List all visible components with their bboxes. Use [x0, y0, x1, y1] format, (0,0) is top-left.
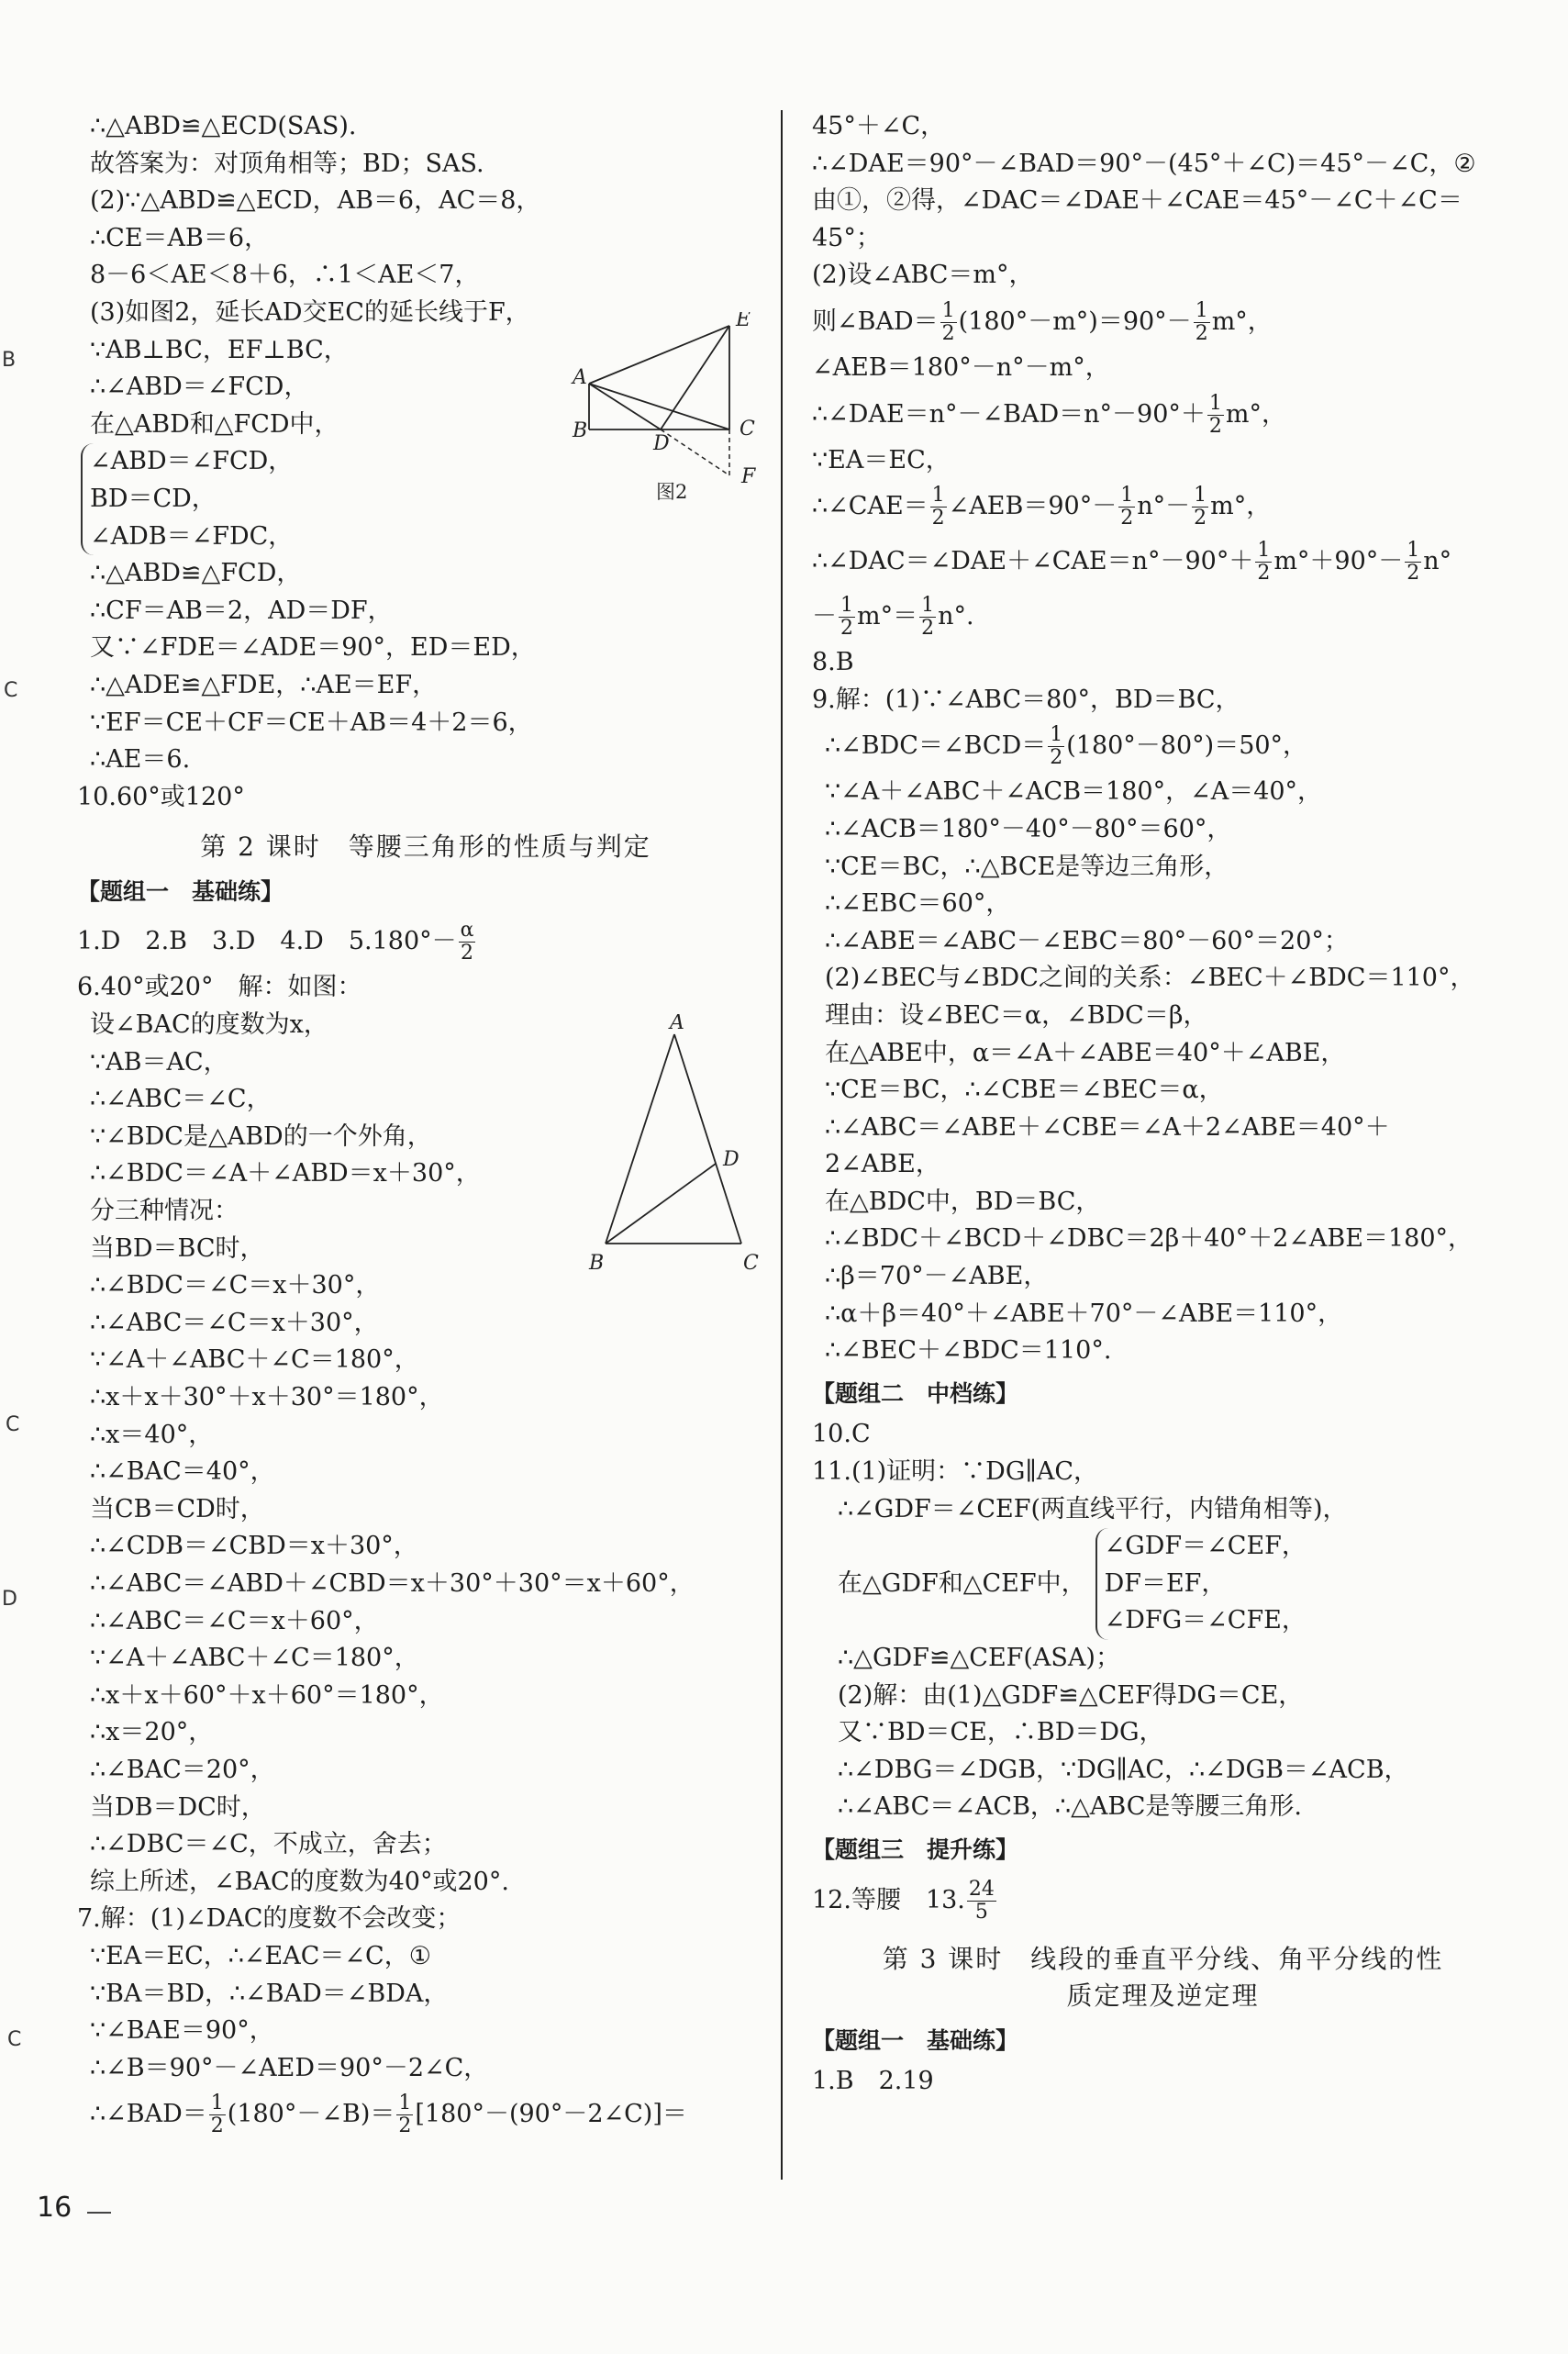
- fig2-edge: [589, 384, 661, 430]
- text-line: 7.解：(1)∠DAC的度数不会改变；: [77, 1904, 462, 1934]
- text-line: ∴CE＝AB＝6，: [90, 223, 270, 252]
- formula-text: n°: [1423, 547, 1452, 576]
- numerator: 1: [840, 594, 853, 618]
- fraction: [1207, 393, 1224, 438]
- text-line: 分三种情况：: [90, 1197, 239, 1226]
- fig2-edge: [589, 326, 729, 384]
- denominator: 2: [921, 617, 935, 641]
- text-line: ∴∠ABE＝∠ABC－∠EBC＝80°－60°＝20°；: [825, 926, 1349, 955]
- text-line: ∴∠BAC＝20°，: [90, 1755, 275, 1784]
- system-line: ∠DFG＝∠CFE，: [1104, 1606, 1307, 1635]
- denominator: 2: [1407, 562, 1420, 586]
- text-line: 6.40°或20° 解：如图：: [77, 973, 362, 1002]
- fraction: [1255, 540, 1272, 585]
- fraction: [1405, 540, 1421, 585]
- formula-line: [812, 534, 1514, 589]
- formula-text: ∴∠DAE＝n°－∠BAD＝n°－90°＋: [812, 399, 1206, 429]
- formula-text: [180°－(90°－2∠C)]＝: [415, 2100, 687, 2129]
- fig2-dashed: [661, 430, 729, 475]
- numerator: 1: [1050, 723, 1063, 747]
- text-line: 故答案为：对顶角相等；BD；SAS.: [90, 149, 484, 178]
- text-line: 45°＋∠C，: [812, 112, 946, 140]
- formula-text: ∴∠DAC＝∠DAE＋∠CAE＝n°－90°＋: [812, 547, 1254, 576]
- text-line: ∴CF＝AB＝2，AD＝DF，: [90, 596, 393, 625]
- fraction: [1194, 300, 1210, 345]
- formula-line: [812, 387, 1514, 442]
- text-line: ∴∠ACB＝180°－40°－80°＝60°，: [825, 814, 1232, 843]
- numerator: 1: [1194, 484, 1207, 508]
- answer-text: 1.D 2.B 3.D 4.D 5.180°－: [77, 927, 457, 956]
- denominator: 2: [1050, 746, 1063, 770]
- fraction: [1048, 724, 1064, 769]
- answer-text: 12.等腰 13.: [812, 1885, 965, 1914]
- numerator: 1: [1257, 539, 1271, 563]
- text-line: ∴∠GDF＝∠CEF(两直线平行，内错角相等)，: [838, 1494, 1348, 1523]
- text-line: ∴∠EBC＝60°，: [825, 889, 1011, 919]
- text-line: ∵CE＝BC，∴△BCE是等边三角形，: [825, 852, 1229, 881]
- text-line: ∵∠BAE＝90°，: [90, 2016, 274, 2046]
- text-line: (2)∠BEC与∠BDC之间的关系：∠BEC＋∠BDC＝110°，: [825, 964, 1475, 993]
- formula-text: n°.: [938, 602, 974, 631]
- fraction: [209, 2092, 226, 2137]
- text-line: 由①，②得，∠DAC＝∠DAE＋∠CAE＝45°－∠C＋∠C＝: [812, 186, 1462, 216]
- text-line: ∵AB⊥BC，EF⊥BC，: [90, 335, 349, 364]
- fraction: [839, 595, 855, 640]
- page-number-dash: [87, 2212, 111, 2214]
- q6-label-b: B: [589, 1252, 605, 1275]
- text-line: ∴x＝20°，: [90, 1718, 214, 1747]
- text-line: 综上所述，∠BAC的度数为40°或20°.: [90, 1867, 509, 1896]
- fig2-edge: [661, 326, 729, 430]
- fraction: [1192, 485, 1208, 530]
- text-line: 当CB＝CD时，: [90, 1494, 265, 1523]
- system-line: ∠ABD＝∠FCD，: [90, 447, 294, 476]
- text-line: ∵∠A＋∠ABC＋∠ACB＝180°，∠A＝40°，: [825, 777, 1323, 807]
- text-line: ∴∠DBG＝∠DGB，∵DG∥AC，∴∠DGB＝∠ACB，: [838, 1755, 1409, 1784]
- page-number: 16: [37, 2192, 72, 2224]
- text-line: ∴△ABD≌△ECD(SAS).: [90, 112, 357, 140]
- fraction: [459, 920, 476, 965]
- denominator: 2: [941, 321, 955, 345]
- formula-text: m°，: [1210, 492, 1272, 521]
- q6-label-c: C: [743, 1252, 759, 1275]
- fraction: [1118, 485, 1135, 530]
- system-line: ∠ADB＝∠FDC，: [90, 521, 294, 551]
- text-line: ∴x＋x＋60°＋x＋60°＝180°，: [90, 1680, 444, 1710]
- formula-text: m°，: [1225, 399, 1287, 429]
- text-line: ∴∠DBC＝∠C，不成立，舍去；: [90, 1830, 447, 1859]
- group-heading: 【题组一 基础练】: [77, 877, 284, 905]
- numerator: 1: [931, 484, 945, 508]
- section-title: 第 2 课时 等腰三角形的性质与判定: [200, 831, 651, 863]
- section-title: 第 3 课时 线段的垂直平分线、角平分线的性: [882, 1943, 1444, 1974]
- text-line: ∴x＋x＋30°＋x＋30°＝180°，: [90, 1383, 444, 1411]
- denominator: 5: [974, 1900, 988, 1924]
- numerator: 1: [1120, 484, 1134, 508]
- denominator: 2: [1120, 507, 1134, 530]
- text-line: 8.B: [812, 648, 854, 677]
- text-line: ∴∠BEC＋∠BDC＝110°.: [825, 1336, 1112, 1366]
- denominator: 2: [1208, 414, 1222, 438]
- numerator: 1: [1208, 391, 1222, 415]
- numerator: 1: [941, 298, 955, 322]
- text-line: ∴x＝40°，: [90, 1420, 214, 1449]
- text-line: ∴△ADE≌△FDE，∴AE＝EF，: [90, 670, 438, 699]
- q6-edge: [606, 1164, 716, 1244]
- text-line: (2)设∠ABC＝m°，: [812, 261, 1034, 290]
- q6-edge: [606, 1034, 674, 1244]
- text-line: 10.60°或120°: [77, 782, 245, 811]
- denominator: 2: [461, 942, 474, 965]
- fraction: [396, 2092, 413, 2137]
- fraction: [930, 485, 947, 530]
- text-line: 设∠BAC的度数为x，: [90, 1010, 328, 1040]
- answer-line: [812, 1873, 1514, 1928]
- text-line: ∵BA＝BD，∴∠BAD＝∠BDA，: [90, 1979, 449, 2008]
- text-line: ∠AEB＝180°－n°－m°，: [812, 352, 1110, 382]
- text-line: ∴△GDF≌△CEF(ASA)；: [838, 1644, 1120, 1672]
- denominator: 2: [840, 617, 853, 641]
- formula-text: m°，: [1211, 307, 1273, 336]
- text-line: 9.解：(1)∵∠ABC＝80°，BD＝BC，: [812, 685, 1240, 714]
- fig2-label-d: D: [653, 432, 670, 455]
- text-line: ∴∠ABC＝∠C，: [90, 1085, 272, 1114]
- text-line: 在△ABD和△FCD中，: [90, 409, 339, 439]
- formula-text: m°＝: [857, 602, 918, 631]
- formula-line: [812, 479, 1514, 534]
- text-line: ∵∠A＋∠ABC＋∠C＝180°，: [90, 1644, 419, 1673]
- fraction: [967, 1879, 996, 1924]
- text-line: 10.C: [812, 1420, 871, 1449]
- numerator: 1: [210, 2092, 224, 2115]
- q6-label-a: A: [670, 1014, 684, 1034]
- text-line: ∴∠ABC＝∠C＝x＋30°，: [90, 1308, 379, 1337]
- text-line: ∵EA＝EC，∴∠EAC＝∠C，①: [90, 1941, 431, 1970]
- text-line: 理由：设∠BEC＝α，∠BDC＝β，: [825, 1000, 1208, 1030]
- text-line: ∴∠B＝90°－∠AED＝90°－2∠C，: [90, 2053, 489, 2082]
- equation-system: [1095, 1528, 1307, 1640]
- formula-text: ∴∠CAE＝: [812, 492, 929, 521]
- text-line: ∴∠DAE＝90°－∠BAD＝90°－(45°＋∠C)＝45°－∠C，②: [812, 149, 1476, 178]
- edge-mark: C: [6, 1413, 20, 1436]
- formula-text: －: [812, 602, 837, 631]
- formula-text: ∴∠BAD＝: [90, 2100, 207, 2129]
- denominator: 2: [931, 507, 945, 530]
- formula-text: (180°－m°)＝90°－: [958, 307, 1192, 336]
- text-line: ∴∠BDC＋∠BCD＋∠DBC＝2β＋40°＋2∠ABE＝180°，: [825, 1224, 1473, 1254]
- fraction: [919, 595, 936, 640]
- q6-label-d: D: [723, 1148, 740, 1171]
- formula-line: [812, 719, 1514, 774]
- text-line: ∴△ABD≌△FCD，: [90, 559, 302, 588]
- text-line: (2)∵△ABD≌△ECD，AB＝6，AC＝8，: [90, 186, 541, 216]
- system-line: ∠GDF＝∠CEF，: [1104, 1532, 1307, 1561]
- formula-text: 则∠BAD＝: [812, 307, 939, 336]
- text-line: ∵CE＝BC，∴∠CBE＝∠BEC＝α，: [825, 1076, 1224, 1105]
- system-label: 在△GDF和△CEF中，: [838, 1568, 1086, 1598]
- edge-mark: B: [2, 349, 17, 372]
- system-line: BD＝CD，: [90, 484, 217, 513]
- text-line: ∴∠ABD＝∠FCD，: [90, 373, 309, 402]
- denominator: 2: [398, 2114, 412, 2138]
- denominator: 2: [210, 2114, 224, 2138]
- numerator: 1: [921, 594, 935, 618]
- text-line: ∴∠ABC＝∠ABE＋∠CBE＝∠A＋2∠ABE＝40°＋: [825, 1112, 1390, 1142]
- figure-2: [569, 312, 771, 505]
- text-line: ∴∠CDB＝∠CBD＝x＋30°，: [90, 1532, 418, 1561]
- system-line: DF＝EF，: [1104, 1568, 1227, 1598]
- text-line: ∵∠A＋∠ABC＋∠C＝180°，: [90, 1345, 419, 1375]
- text-line: ∵∠BDC是△ABD的一个外角，: [90, 1121, 432, 1151]
- text-line: ∵AB＝AC，: [90, 1047, 228, 1077]
- formula-line: [812, 295, 1514, 350]
- text-line: ∴α＋β＝40°＋∠ABE＋70°－∠ABE＝110°，: [825, 1299, 1343, 1328]
- numerator: 24: [968, 1877, 995, 1901]
- group-heading: 【题组三 提升练】: [812, 1835, 1019, 1863]
- right-column: [812, 108, 1514, 2101]
- equation-system-row: [812, 1528, 1514, 1640]
- numerator: 1: [398, 2092, 412, 2115]
- text-line: 11.(1)证明：∵DG∥AC，: [812, 1457, 1099, 1487]
- group-heading: 【题组二 中档练】: [812, 1379, 1019, 1407]
- edge-mark: D: [2, 1588, 17, 1611]
- text-line: 在△ABE中，α＝∠A＋∠ABE＝40°＋∠ABE，: [825, 1038, 1346, 1067]
- text-line: 在△BDC中，BD＝BC，: [825, 1187, 1101, 1216]
- edge-mark: C: [4, 679, 18, 702]
- formula-line: [812, 589, 1514, 644]
- text-line: ∴∠ABC＝∠C＝x＋60°，: [90, 1606, 379, 1635]
- text-line: ∴∠ABC＝∠ACB，∴△ABC是等腰三角形.: [838, 1792, 1302, 1822]
- text-line: 当DB＝DC时，: [90, 1792, 266, 1822]
- text-line: ∴AE＝6.: [90, 745, 191, 775]
- text-line: 45°；: [812, 223, 881, 252]
- fig2-caption: 图2: [656, 481, 688, 503]
- text-line: ∴∠ABC＝∠ABD＋∠CBD＝x＋30°＋30°＝x＋60°，: [90, 1568, 695, 1598]
- text-line: (2)解：由(1)△GDF≌△CEF得DG＝CE，: [838, 1680, 1304, 1710]
- figure-q6: [578, 1014, 771, 1280]
- numerator: α: [460, 919, 474, 943]
- formula-text: (180°－80°)＝50°，: [1066, 731, 1308, 761]
- numerator: 1: [1407, 539, 1420, 563]
- text-line: 8－6＜AE＜8＋6，∴1＜AE＜7，: [90, 261, 480, 290]
- fig2-label-f: F: [741, 465, 756, 488]
- fig2-label-a: A: [573, 366, 587, 389]
- text-line: 当BD＝BC时，: [90, 1233, 265, 1263]
- denominator: 2: [1194, 507, 1207, 530]
- text-line: ∵EF＝CE＋CF＝CE＋AB＝4＋2＝6，: [90, 708, 533, 737]
- text-line: ∴β＝70°－∠ABE，: [825, 1262, 1049, 1291]
- text-line: ∴∠BDC＝∠C＝x＋30°，: [90, 1271, 381, 1300]
- text-line: 又∵BD＝CE，∴BD＝DG，: [838, 1718, 1164, 1747]
- answer-line: [77, 914, 774, 969]
- text-line: (3)如图2，延长AD交EC的延长线于F，: [90, 297, 530, 327]
- text-line: ∵EA＝EC，: [812, 445, 951, 474]
- edge-mark: C: [7, 2028, 22, 2051]
- fig2-label-c: C: [740, 418, 755, 441]
- fig2-label-b: B: [573, 419, 588, 442]
- text-line: ∴∠BAC＝40°，: [90, 1457, 275, 1487]
- formula-text: (180°－∠B)＝: [227, 2100, 395, 2129]
- section-title-cont: 质定理及逆定理: [1066, 1980, 1260, 2012]
- fraction: [940, 300, 957, 345]
- group-heading: 【题组一 基础练】: [812, 2026, 1019, 2054]
- formula-text: m°＋90°－: [1273, 547, 1404, 576]
- denominator: 2: [1257, 562, 1271, 586]
- formula-text: ∴∠BDC＝∠BCD＝: [825, 731, 1047, 761]
- text-line: 1.B 2.19: [812, 2067, 934, 2096]
- formula-line: [77, 2087, 774, 2142]
- fig2-edge: [589, 384, 729, 430]
- formula-text: ∠AEB＝90°－: [948, 492, 1118, 521]
- q6-edge: [674, 1034, 741, 1244]
- text-line: 2∠ABE，: [825, 1150, 940, 1179]
- numerator: 1: [1195, 298, 1208, 322]
- column-divider: [781, 110, 783, 2180]
- fig2-label-e: E: [736, 312, 751, 331]
- denominator: 2: [1195, 321, 1208, 345]
- text-line: ∴∠BDC＝∠A＋∠ABD＝x＋30°，: [90, 1159, 481, 1188]
- formula-text: n°－: [1137, 492, 1191, 521]
- text-line: 又∵∠FDE＝∠ADE＝90°，ED＝ED，: [90, 633, 536, 663]
